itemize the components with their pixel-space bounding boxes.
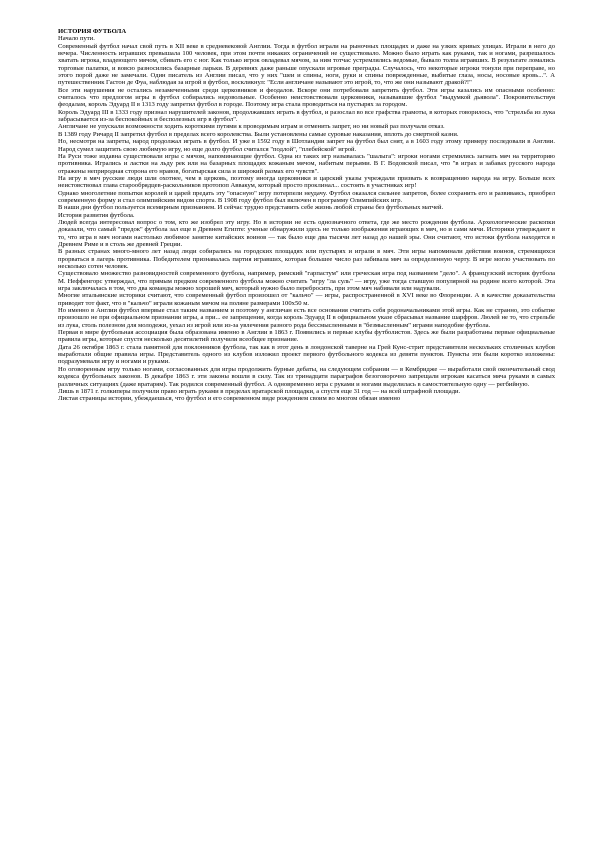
paragraph: Лишь в 1871 г. голкиперы получили право играть руками в пределах вратарской площадки, а спустя еще 31 год — на всей штрафной площади. [58,387,461,395]
paragraph: На Руси тоже издавна существовали игры с мячом, напоминающие футбол. Одна из таких игр называлась "шалыга": игроки ногами стремились загнать мяч на территорию противника. Игрались и ластки на льду рек или на базарных площадях кожаным мячом, набитым перьями. В Г. Водовской писал, что "в играх и забавах русского народа отражены неприродная сторона его нравов, богатырская сила и широкий размах его чувств". [58,152,555,175]
paragraph: Первая в мире футбольная ассоциация была образована именно в Англии в 1863 г. Появились и первые клубы футболистов. Здесь же были разработаны первые официальные правила игры, которые спустя несколько десятилетий получили всеобщее признание. [58,329,555,344]
paragraph: В наши дни футбол пользуется всемирным признанием. И сейчас трудно представить себе жизнь любой страны без футбольных матчей. [58,204,444,212]
paragraph: Но именно в Англии футбол впервые стал таким названием и поэтому у англичан есть все основания считать себя родоначальниками этой игры. Как не странно, это событие произошло не при официальном признании игры, а при... ее запрещении, когда король Эдуард II в официальном указе сбрасывал название шарфров. Люлей не то, что стрельбе из лука, столь полезном для молодежи, уехал из игрой или из-за увлечения разного рода бессмысленными в "безмысленным" играми наподобие футбола. [58,307,555,329]
document-subtitle: Начало пути. [58,35,95,43]
paragraph: Дата 26 октября 1863 г. стала памятной для поклонников футбола, так как в этот день в лондонской таверне на Грей Кунс-стрит представители нескольких столичных клубов выработали общие правила игры. Представитель одного из клубов изложил проект первого футбольного кодекса из девяти пунктов. Пункты эти были коротко изложены: подразумевали игру и ногами и руками. [58,343,555,366]
paragraph: В 1389 году Ричард II запретил футбол в пределах всего королевства. Были установлены самые суровые наказания, вплоть до смертной казни. [58,130,459,138]
paragraph: Листая страницы истории, убеждаешься, что футбол и его современном виде рождением своим во многом обязан именно [58,395,401,403]
paragraph: Но оговоренным игру только ногами, согласованных для игры продолжить бурные дебаты, на следующем собрании — в Кембридже — выработали свой окончательный свод кодекса футбольных законов. В декабре 1863 г. эти законы вошли в силу. Так из тринадцати параграфов безоговорочно запрещали игрокам касаться мяча руками в самых различных ситуациях (даже вратарям). Так родился современный футбол. А одновременно игра с руками и ногами выделилась в самостоятельную одну — регбийную. [58,365,555,388]
document-title: ИСТОРИЯ ФУТБОЛА [58,28,127,35]
paragraph: Существовало множество разновидностей современного футбола, например, римский "гарпастум" или греческая игра под названием "дело". А французский историк футбола М. Неффенгорс утверждал, что прямым предком современного футбола можно считать "игру "ла суль" — игру, уже тогда ставшую популярной на родине всего которой. Эта игра заключалась в том, что два команды можно хорошей мяч, который нужно было перебросить, при этом мяч набивали или надували. [58,270,555,293]
paragraph: Людей всегда интересовал вопрос о том, кто же изобрел эту игру. Но в истории не есть однозначного ответа, где же место рождения футбола. Археологические раскопки доказали, что самый "предок" футбола зал еще в Древнем Египте: ученые обнаружили здесь не только изображения играющих в мяч, но и сами мячи. Историки утверждают в то, что игра в мяч ногами настолько любимое занятие китайских воинов — так было еще два тысячи лет назад до нашей эры. Они считают, что истоки футбола находятся в Древнем Риме и в столь же древней Греции. [58,218,555,248]
paragraph: Однако многолетние попытки королей и царей предать эту "опасную" игру потерпели неудачу. Футбол оказался сильнее запретов, более сохранить его и развиваясь, приобрел современную форму и стал олимпийским видом спорта. В 1908 году футбол был включен в программу Олимпийских игр. [58,189,555,204]
paragraph: На игру в мяч русские люди шли охотнее, чем в церковь, поэтому иногда церковники и царский указы учреждали призвать к возвращению народа на игру. Больше всех неистовствовал глава старообрядцев-раскольников протопоп Аввакум, который просто проклинал... состоять в участниках игр! [58,174,555,190]
paragraph: История развития футбола. [58,211,135,219]
paragraph: Все эти нарушения не остались незамеченными среди церковников и феодалов. Вскоре они потребовали запретить футбол. Эти игры казались им опасными особенно: считалось что предлогом игры в футбол собирались недовольные. Особенно неистовствовали церковники, называвшие футбол "выдумкой дьявола". Покровительствуя феодалам, король Эдуард II в 1313 году запретил футбол в городе. Поэтому игра стала проводиться на пустырях за городом. [58,86,555,109]
paragraph: В разных странах много-много лет назад люди собирались на городских площадях или пустырях и играли в мяч. Эти игры напоминали действия воинов, стремящихся прорваться в лагерь противника. Победителем признавалась партия игравших, которая большее число раз забивала мяч за определенную черту. В игре могло участвовать по несколько сотен человек. [58,248,555,270]
paragraph: Но, несмотря на запреты, народ продолжал играть в футбол. И уже в 1592 году в Шотландии запрет на футбол был снят, а в 1603 году этому примеру последовали в Англии. Народ сумел защитить свою любимую игру, но еще долго футбол считался "подлой", "плебейской" игрой. [58,138,555,153]
paragraph: Современный футбол начал свой путь в XII веке в средневековой Англии. Тогда в футбол играли на рыночных площадях и даже на узких кривых улицах. Играли в него до вечера. Численность игравших превышала 100 человек, при этом почти никаких ограничений не существовало. Можно было играть как руками, так и ногами, разрешалось хватать игрока, владеющего мячом, сбивать его с ног. Как только игрок овладевал мячом, за ним тотчас устремлялись ведомые, бывало толпа игравших. В результате ломались торговые палатки, и вовсю разносились базарные ларьки. В деревнях даже раньше опускали игровые преграды. Случалось, что некоторые игроки тонули при переправе, но этого порой даже не замечали. Один писатель из Англии писал, что у них "шеи и спины, ноги, руки и спины поврежденные, выбитые глаза, носы, носовые кровь...". А путешественник Гастон де Фуа, наблюдая за игрой в футбол, воскликнул: "Если англичане называют это игрой, то, что же они называют дракой?!" [58,42,555,87]
document-body [58,43,555,403]
paragraph: Король Эдуард III в 1333 году признал нарушителей законов, продолжавших играть в футбол, и разослал во все графства грамоты, в которых говорилось, что "стрельба из лука забрасывается из-за беспокойных и бесполезных игр в футбол". [58,108,555,124]
paragraph: Многие итальянские историки считают, что современный футбол произошел от "кальчо" — игры, распространенной в XVI веке во Флоренции. А в качестве доказательства приводят тот факт, что в "кальчо" играли кожаным мячом на поляне размерами 100х50 м. [58,292,555,307]
paragraph: Англичане не упускали возможности ходить короткими путями к проводимым играм и отменить запрет, но ни новый раз получали отказ. [58,123,445,131]
